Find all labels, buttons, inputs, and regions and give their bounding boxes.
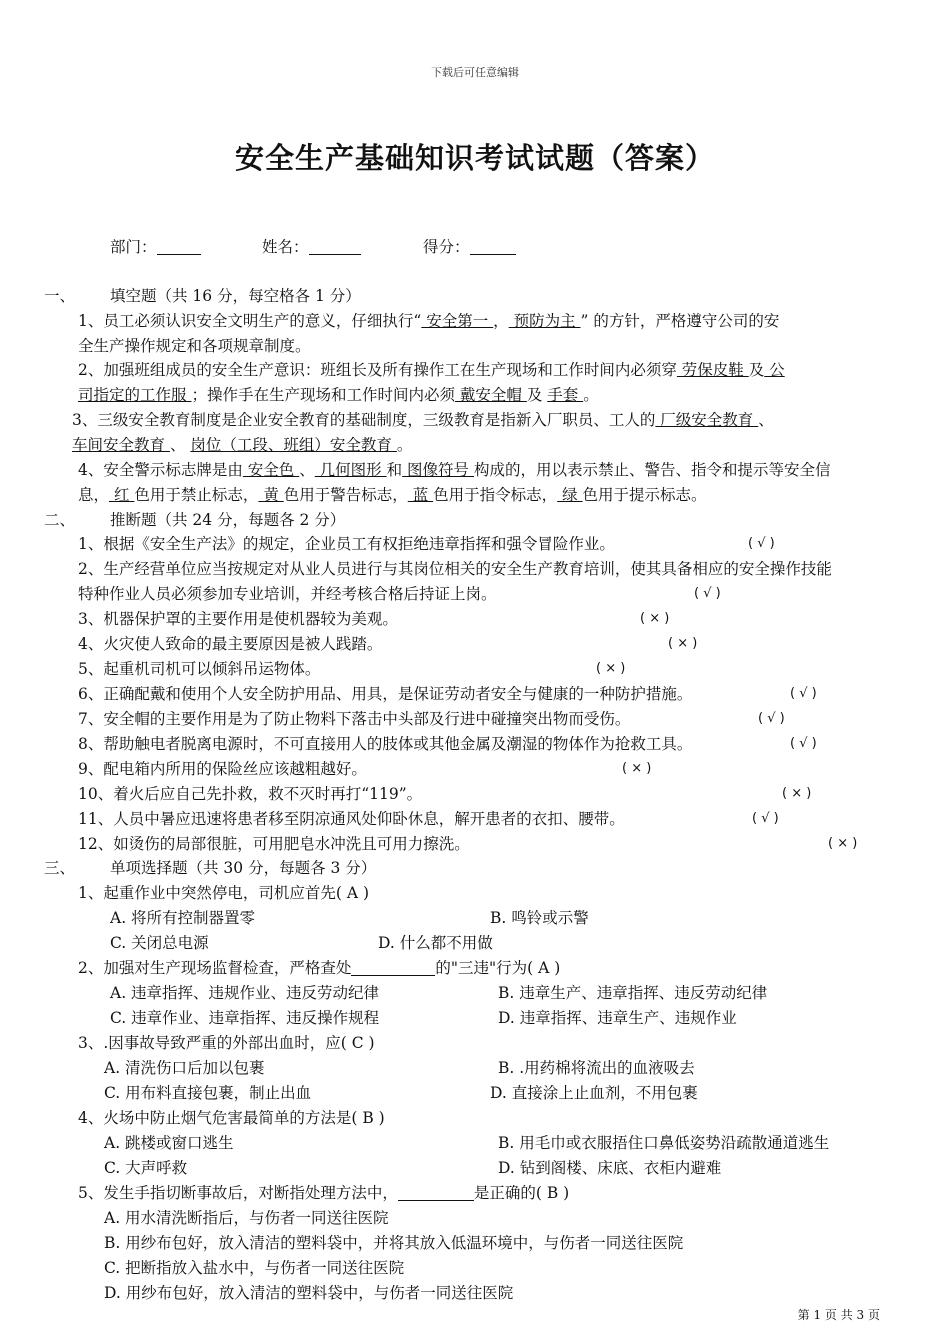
s1-q1-answer1: 安全第一 <box>421 312 494 330</box>
s1-q4-line2 <box>78 483 707 507</box>
s2-item-2-line1: 2、生产经营单位应当按规定对从业人员进行与其岗位相关的安全生产教育培训，使其具备相应的安全操作技能 <box>78 560 832 578</box>
s3-q2-option-d: D. 违章指挥、违章生产、违规作业 <box>498 1009 737 1027</box>
s3-q5-blank <box>398 1182 474 1201</box>
s2-item-11: 11、人员中暑应迅速将患者移至阴凉通风处仰卧休息，解开患者的衣扣、腰带。 <box>78 810 625 828</box>
section1-number: 一、 <box>44 287 76 305</box>
s1-q2-text-a: 2、加强班组成员的安全生产意识：班组长及所有操作工在生产现场和工作时间内必须穿 <box>78 361 677 379</box>
header-note: 下载后可任意编辑 <box>431 66 519 79</box>
s3-q1-option-b: B. 鸣铃或示警 <box>490 909 589 927</box>
s1-q3-line1 <box>72 408 774 432</box>
s1-q2-text-f: 。 <box>583 386 599 404</box>
s2-item-7: 7、安全帽的主要作用是为了防止物料下落击中头部及行进中碰撞突出物而受伤。 <box>78 710 631 728</box>
s1-q1-text-c: ， <box>493 312 509 330</box>
section1-title: 填空题（共 16 分，每空格各 1 分） <box>110 287 361 305</box>
s1-q4-line1 <box>78 458 831 482</box>
s2-item-12-mark: ( × ) <box>828 836 858 851</box>
section2-number: 二、 <box>44 511 76 529</box>
s3-q1-stem: 1、起重作业中突然停电，司机应首先( A ) <box>78 884 370 902</box>
score-label: 得分： <box>423 238 470 256</box>
s3-q2-option-b: B. 违章生产、违章指挥、违反劳动纪律 <box>498 984 768 1002</box>
s3-q4-option-b: B. 用毛巾或衣服捂住口鼻低姿势沿疏散通道逃生 <box>498 1134 830 1152</box>
s2-item-5-mark: ( × ) <box>596 661 626 676</box>
s3-q1-option-a: A. 将所有控制器置零 <box>110 909 256 927</box>
s3-q4-stem: 4、火场中防止烟气危害最简单的方法是( B ) <box>78 1109 385 1127</box>
s2-item-11-mark: ( √ ) <box>752 811 779 826</box>
s1-q4-answer4: 红 <box>109 486 135 504</box>
s1-q4-text-e: 构成的，用以表示禁止、警告、指令和提示等安全信 <box>473 461 831 479</box>
s3-q2-stem-b: 的"三违"行为( A ) <box>435 959 561 977</box>
s1-q2-text-e: 及 <box>526 386 548 404</box>
s1-q1-text-a: 1、员工必须认识安全文明生产的意义，仔细执行“ <box>78 312 422 330</box>
s3-q5-option-d: D. 用纱布包好，放入清洁的塑料袋中，与伤者一同送往医院 <box>104 1284 514 1302</box>
s1-q4-text-a: 4、安全警示标志牌是由 <box>78 461 243 479</box>
s2-item-5: 5、起重机司机可以倾斜吊运物体。 <box>78 660 321 678</box>
s1-q3-text-c: 、 <box>758 411 774 429</box>
s2-item-3-mark: ( × ) <box>640 611 670 626</box>
s3-q2-stem <box>78 956 560 980</box>
s3-q2-option-a: A. 违章指挥、违规作业、违反劳动纪律 <box>110 984 380 1002</box>
section3-number: 三、 <box>44 859 76 877</box>
s1-q2-line1 <box>78 358 785 382</box>
dept-field <box>110 235 201 259</box>
name-label: 姓名： <box>262 238 309 256</box>
s1-q4-text-h: 色用于警告标志， <box>283 486 408 504</box>
s1-q3-answer2: 车间安全教育 <box>72 436 170 454</box>
s2-item-6: 6、正确配戴和使用个人安全防护用品、用具，是保证劳动者安全与健康的一种防护措施。 <box>78 685 693 703</box>
s1-q2-text-d: ；操作手在生产现场和工作时间内必须 <box>191 386 455 404</box>
s2-item-2-mark: ( √ ) <box>694 586 721 601</box>
s3-q2-blank <box>351 957 435 976</box>
s3-q4-option-c: C. 大声呼救 <box>104 1159 188 1177</box>
s3-q2-option-c: C. 违章作业、违章指挥、违反操作规程 <box>110 1009 380 1027</box>
s1-q2-answer4: 手套 <box>547 386 584 404</box>
s3-q3-option-a: A. 清洗伤口后加以包裹 <box>104 1059 265 1077</box>
s3-q5-stem-a: 5、发生手指切断事故后，对断指处理方法中， <box>78 1184 398 1202</box>
s1-q4-text-g: 色用于禁止标志， <box>134 486 259 504</box>
name-field <box>262 235 361 259</box>
s3-q5-option-a: A. 用水清洗断指后，与伤者一同送往医院 <box>104 1209 389 1227</box>
score-blank[interactable] <box>470 236 516 255</box>
s2-item-8: 8、帮助触电者脱离电源时，不可直接用人的肢体或其他金属及潮湿的物体作为抢救工具。 <box>78 735 693 753</box>
s1-q4-answer6: 蓝 <box>407 486 434 504</box>
s1-q4-text-f: 息， <box>78 486 110 504</box>
page-footer: 第 1 页 共 3 页 <box>797 1308 880 1322</box>
s3-q3-stem: 3、.因事故导致严重的外部出血时，应( C ) <box>78 1034 375 1052</box>
s1-q3-answer1: 厂级安全教育 <box>655 411 759 429</box>
s1-q2-text-c: 及 <box>748 361 765 379</box>
s1-q1-line2: 全生产操作规定和各项规章制度。 <box>78 337 311 355</box>
s2-item-6-mark: ( √ ) <box>790 686 817 701</box>
s2-item-1-mark: ( √ ) <box>748 536 775 551</box>
s1-q1-line1 <box>78 309 779 333</box>
s2-item-3: 3、机器保护罩的主要作用是使机器较为美观。 <box>78 610 398 628</box>
s3-q5-option-b: B. 用纱布包好，放入清洁的塑料袋中，并将其放入低温环境中，与伤者一同送往医院 <box>104 1234 684 1252</box>
s2-item-10-mark: ( × ) <box>782 786 812 801</box>
s2-item-7-mark: ( √ ) <box>758 711 785 726</box>
s1-q2-answer3: 戴安全帽 <box>454 386 527 404</box>
s2-item-1: 1、根据《安全生产法》的规定，企业员工有权拒绝违章指挥和强令冒险作业。 <box>78 535 615 553</box>
s1-q4-text-c: 、 <box>299 461 315 479</box>
s2-item-4: 4、火灾使人致命的最主要原因是被人践踏。 <box>78 635 383 653</box>
s1-q3-answer3: 岗位（工段、班组）安全教育 <box>190 436 397 454</box>
dept-blank[interactable] <box>157 236 201 255</box>
s2-item-12: 12、如烫伤的局部很脏，可用肥皂水冲洗且可用力擦洗。 <box>78 835 470 853</box>
s3-q1-option-c: C. 关闭总电源 <box>110 934 209 952</box>
s2-item-4-mark: ( × ) <box>668 636 698 651</box>
page-title: 安全生产基础知识考试试题（答案） <box>234 141 715 175</box>
s1-q4-answer2: 几何图形 <box>314 461 387 479</box>
s1-q3-text-e: 。 <box>396 436 413 454</box>
s1-q2-answer1: 劳保皮鞋 <box>676 361 749 379</box>
score-field <box>423 235 516 259</box>
name-blank[interactable] <box>309 236 361 255</box>
s3-q4-option-a: A. 跳楼或窗口逃生 <box>104 1134 234 1152</box>
s1-q1-answer2: 预防为主 <box>508 312 581 330</box>
s1-q3-text-a: 3、三级安全教育制度是企业安全教育的基础制度，三级教育是指新入厂职员、工人的 <box>72 411 656 429</box>
s3-q2-stem-a: 2、加强对生产现场监督检查，严格查处 <box>78 959 352 977</box>
s1-q4-text-d: 和 <box>386 461 403 479</box>
s1-q3-text-d: 、 <box>169 436 191 454</box>
s1-q4-answer3: 图像符号 <box>402 461 474 479</box>
s2-item-9-mark: ( × ) <box>622 761 652 776</box>
s1-q4-text-i: 色用于指令标志， <box>433 486 558 504</box>
s3-q5-option-c: C. 把断指放入盐水中，与伤者一同送往医院 <box>104 1259 405 1277</box>
s1-q2-answer2a: 公 <box>764 361 785 379</box>
s1-q4-answer5: 黄 <box>258 486 284 504</box>
dept-label: 部门： <box>110 238 157 256</box>
s1-q4-answer7: 绿 <box>557 486 583 504</box>
s1-q2-line2 <box>78 383 599 407</box>
s1-q4-text-j: 色用于提示标志。 <box>582 486 707 504</box>
s3-q5-stem-b: 是正确的( B ) <box>473 1184 570 1202</box>
s2-item-10: 10、着火后应自己先扑救，救不灭时再打“119”。 <box>78 785 423 803</box>
s3-q1-option-d: D. 什么都不用做 <box>378 934 493 952</box>
s3-q3-option-d: D. 直接涂上止血剂，不用包裹 <box>490 1084 698 1102</box>
s2-item-8-mark: ( √ ) <box>790 736 817 751</box>
s1-q1-text-d: ” 的方针，严格遵守公司的安 <box>580 312 780 330</box>
section3-title: 单项选择题（共 30 分，每题各 3 分） <box>110 859 377 877</box>
s2-item-2-line2: 特种作业人员必须参加专业培训，并经考核合格后持证上岗。 <box>78 585 497 603</box>
s2-item-9: 9、配电箱内所用的保险丝应该越粗越好。 <box>78 760 367 778</box>
s1-q4-answer1: 安全色 <box>242 461 300 479</box>
s1-q2-answer2b: 司指定的工作服 <box>78 386 192 404</box>
s3-q3-option-c: C. 用布料直接包裹，制止出血 <box>104 1084 312 1102</box>
s3-q5-stem <box>78 1181 569 1205</box>
section2-title: 推断题（共 24 分，每题各 2 分） <box>110 511 346 529</box>
s1-q3-line2 <box>72 433 412 457</box>
s3-q4-option-d: D. 钻到阁楼、床底、衣柜内避难 <box>498 1159 722 1177</box>
s3-q3-option-b: B. .用药棉将流出的血液吸去 <box>498 1059 695 1077</box>
